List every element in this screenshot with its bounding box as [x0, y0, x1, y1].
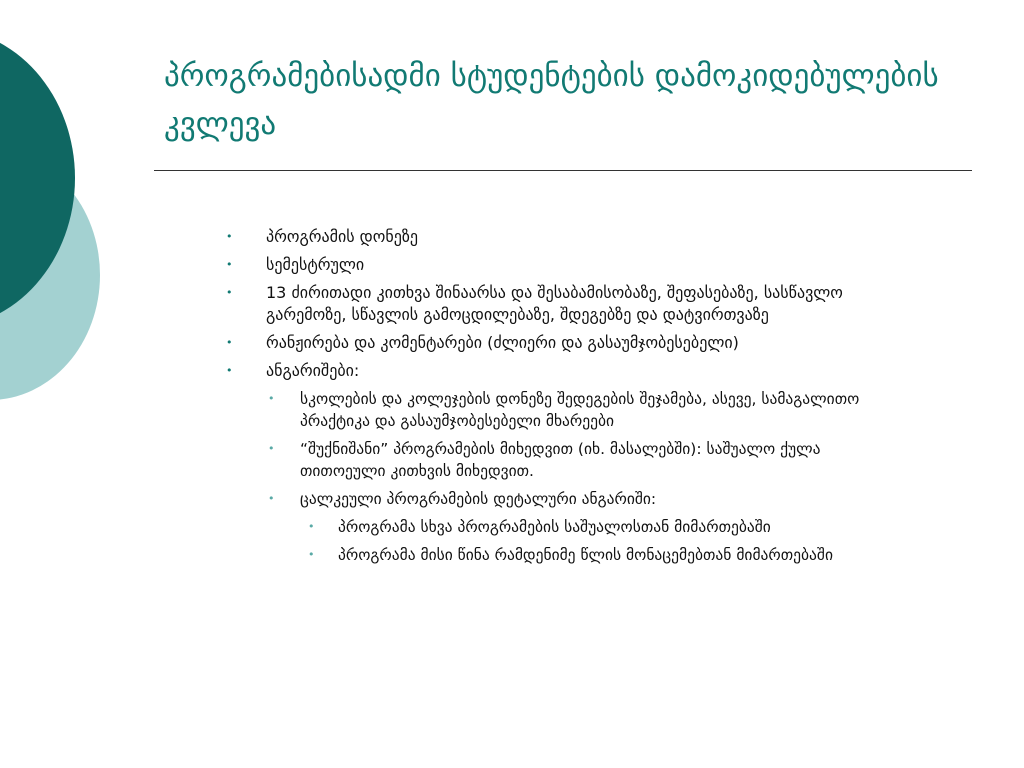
bullet-icon: • [226, 258, 233, 271]
bullet-icon: • [226, 336, 233, 349]
sub-sub-list-item [306, 544, 906, 566]
bullet-icon: • [226, 230, 233, 243]
sub-list-item [266, 438, 906, 482]
bullet-icon: • [268, 392, 275, 405]
bullet-icon: • [308, 548, 315, 561]
list-item-text: ცალკეული პროგრამების დეტალური ანგარიში: [300, 490, 657, 508]
list-item [226, 282, 906, 326]
list-item-text: პროგრამა მისი წინა რამდენიმე წლის მონაცემებთან მიმართებაში [338, 546, 833, 564]
bullet-icon: • [226, 364, 233, 377]
list-item-text: ანგარიშები: [266, 361, 360, 380]
list-item-text: “შუქნიშანი” პროგრამების მიხედვით (იხ. მასალებში): საშუალო ქულა თითოეული კითხვის მიხედვით. [300, 440, 821, 480]
bullet-list [226, 226, 906, 572]
list-item [226, 254, 906, 276]
list-item-text: პროგრამის დონეზე [266, 227, 418, 246]
sub-sub-list-item [306, 516, 906, 538]
bullet-icon: • [268, 492, 275, 505]
sub-list-item [266, 488, 906, 510]
slide-title: პროგრამებისადმი სტუდენტების დამოკიდებულების კვლევა [164, 58, 939, 142]
sub-list-item [266, 388, 906, 432]
list-item-text: სემესტრული [266, 255, 365, 274]
bullet-icon: • [308, 520, 315, 533]
title-divider [154, 170, 972, 171]
list-item-text: რანჟირება და კომენტარები (ძლიერი და გასაუმჯობესებელი) [266, 333, 739, 352]
list-item [226, 332, 906, 354]
bullet-icon: • [226, 286, 233, 299]
list-item [226, 226, 906, 248]
list-item-text: პროგრამა სხვა პროგრამების საშუალოსთან მიმართებაში [338, 518, 771, 536]
list-item [226, 360, 906, 382]
list-item-text: 13 ძირითადი კითხვა შინაარსა და შესაბამისობაზე, შეფასებაზე, სასწავლო გარემოზე, სწავლის გამოცდილებაზე, შდეგებზე და დატვირთვაზე [266, 283, 843, 324]
bullet-icon: • [268, 442, 275, 455]
list-item-text: სკოლების და კოლეჯების დონეზე შედეგების შეჯამება, ასევე, სამაგალითო პრაქტიკა და გასაუმჯობესებელი მხარეები [300, 390, 860, 430]
